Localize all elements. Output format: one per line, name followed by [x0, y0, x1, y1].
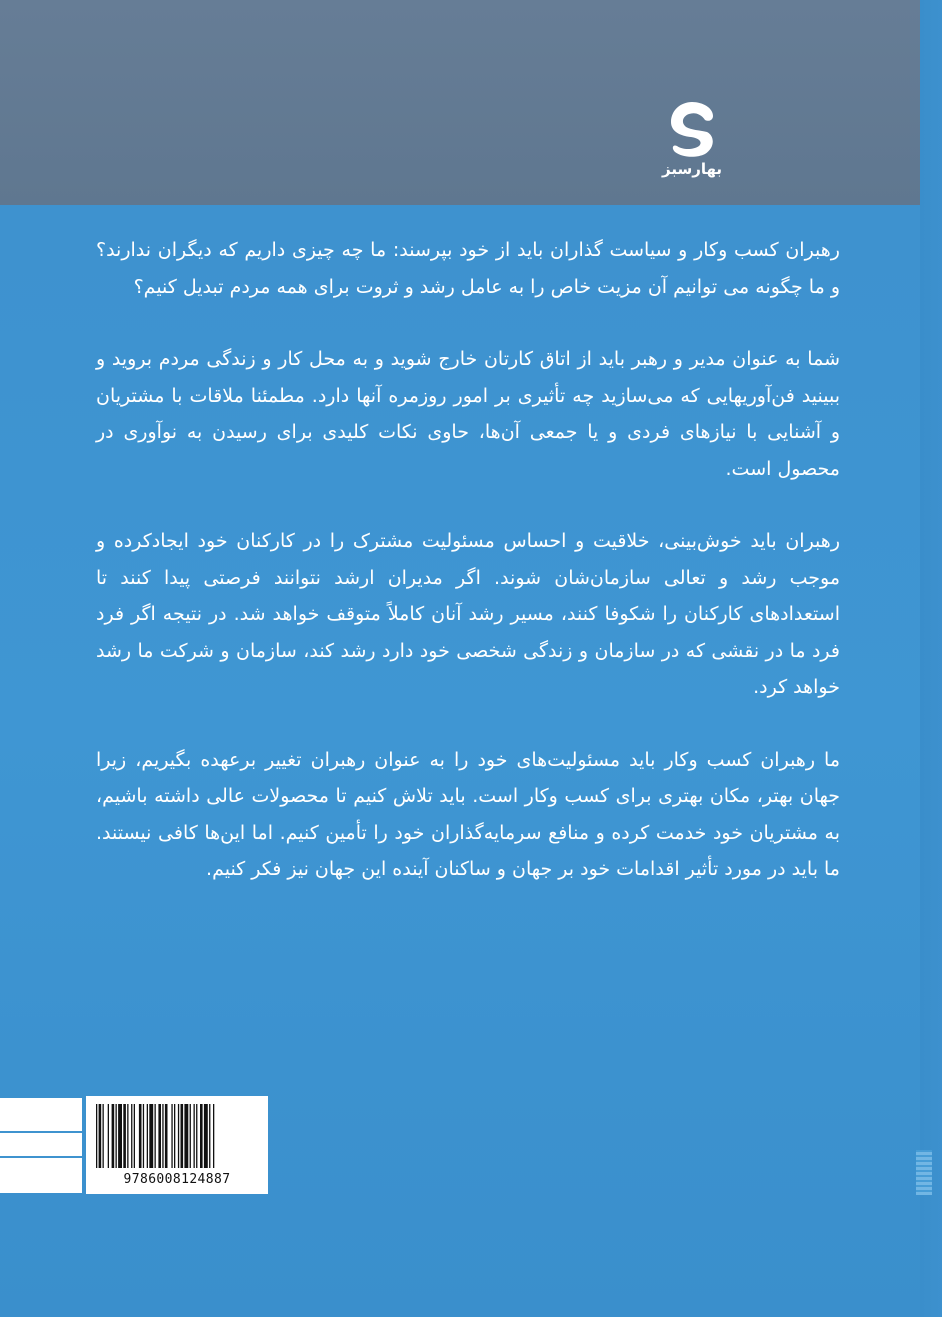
price-label-strip [0, 1098, 82, 1193]
barcode-bar [112, 1104, 115, 1168]
publisher-logo [659, 100, 725, 186]
barcode-bar [174, 1104, 175, 1168]
barcode-bar [147, 1104, 148, 1168]
barcode-bar [181, 1104, 184, 1168]
spine-watermark [926, 935, 936, 1135]
blurb-text [96, 232, 840, 888]
publisher-name: بهارسبز [661, 160, 722, 178]
barcode-bar [134, 1104, 135, 1168]
publisher-logo-icon [667, 100, 717, 158]
barcode-bar [213, 1104, 214, 1168]
blurb-paragraph: رهبران باید خوش‌بینی، خلاقیت و احساس مسئولیت مشترک را در کارکنان خود ایجادکرده و موجب رشد و تعالی سازمان‌شان شوند. اگر مدیران ارشد نتوانند فرصتی پیدا کنند تا استعدادهای کارکنان را شکوفا کنند، مسیر رشد آنان کاملاً متوقف خواهد شد. در نتیجه اگر فرد فرد ما در نقشی که در سازمان و زندگی شخصی خود دارد رشد کند، سازمان و شرکت ما رشد خواهد کرد. [96, 530, 840, 698]
barcode-bar [190, 1104, 191, 1168]
barcode-bar [103, 1104, 104, 1168]
barcode-bar [171, 1104, 172, 1168]
barcode-bar [99, 1104, 102, 1168]
barcode-bar [143, 1104, 144, 1168]
barcode-bar [165, 1104, 168, 1168]
barcode-bar [155, 1104, 156, 1168]
spine-pattern [916, 1150, 932, 1195]
barcode-bar [184, 1104, 188, 1168]
barcode-bar [149, 1104, 153, 1168]
barcode-bar [139, 1104, 142, 1168]
barcode-bar [127, 1104, 128, 1168]
blurb-paragraph: شما به عنوان مدیر و رهبر باید از اتاق کارتان خارج شوید و به محل کار و زندگی مردم بروید و ببینید فن‌آوریهایی که می‌سازید چه تأثیری بر امور روزمره آنها دارد. مطمئنا ملاقات با مشتریان و آشنایی با نیازهای فردی و یا جمعی آن‌ها، حاوی نکات کلیدی برای رسیدن به نوآوری در محصول است. [96, 348, 840, 480]
barcode-bar [178, 1104, 179, 1168]
blurb-paragraph: رهبران کسب وکار و سیاست گذاران باید از خود بپرسند: ما چه چیزی داریم که دیگران ندارند؟ و ما چگونه می توانیم آن مزیت خاص را به عامل رشد و ثروت برای همه مردم تبدیل کنیم؟ [96, 239, 840, 298]
top-band [0, 0, 942, 205]
barcode-bar [200, 1104, 203, 1168]
barcode-bars [94, 1104, 260, 1168]
isbn-number: 9786008124887 [123, 1172, 231, 1187]
barcode-bar [116, 1104, 117, 1168]
barcode-bar [162, 1104, 163, 1168]
barcode-bar [123, 1104, 126, 1168]
barcode [86, 1096, 268, 1194]
barcode-bar [96, 1104, 97, 1168]
blurb-paragraph: ما رهبران کسب وکار باید مسئولیت‌های خود را به عنوان رهبران تغییر برعهده بگیریم، زیرا جهان بهتر، مکان بهتری برای کسب وکار است. باید تلاش کنیم تا محصولات عالی داشته باشیم، به مشتریان خود خدمت کرده و منافع سرمایه‌گذاران خود را تأمین کنیم. اما این‌ها کافی نیستند. ما باید در مورد تأثیر اقدامات خود بر جهان و ساکنان آینده این جهان نیز فکر کنیم. [96, 748, 840, 880]
barcode-bar [158, 1104, 161, 1168]
barcode-bar [204, 1104, 208, 1168]
barcode-bar [194, 1104, 195, 1168]
barcode-bar [131, 1104, 132, 1168]
barcode-bar [209, 1104, 210, 1168]
barcode-bar [118, 1104, 122, 1168]
barcode-bar [108, 1104, 109, 1168]
barcode-bar [196, 1104, 197, 1168]
